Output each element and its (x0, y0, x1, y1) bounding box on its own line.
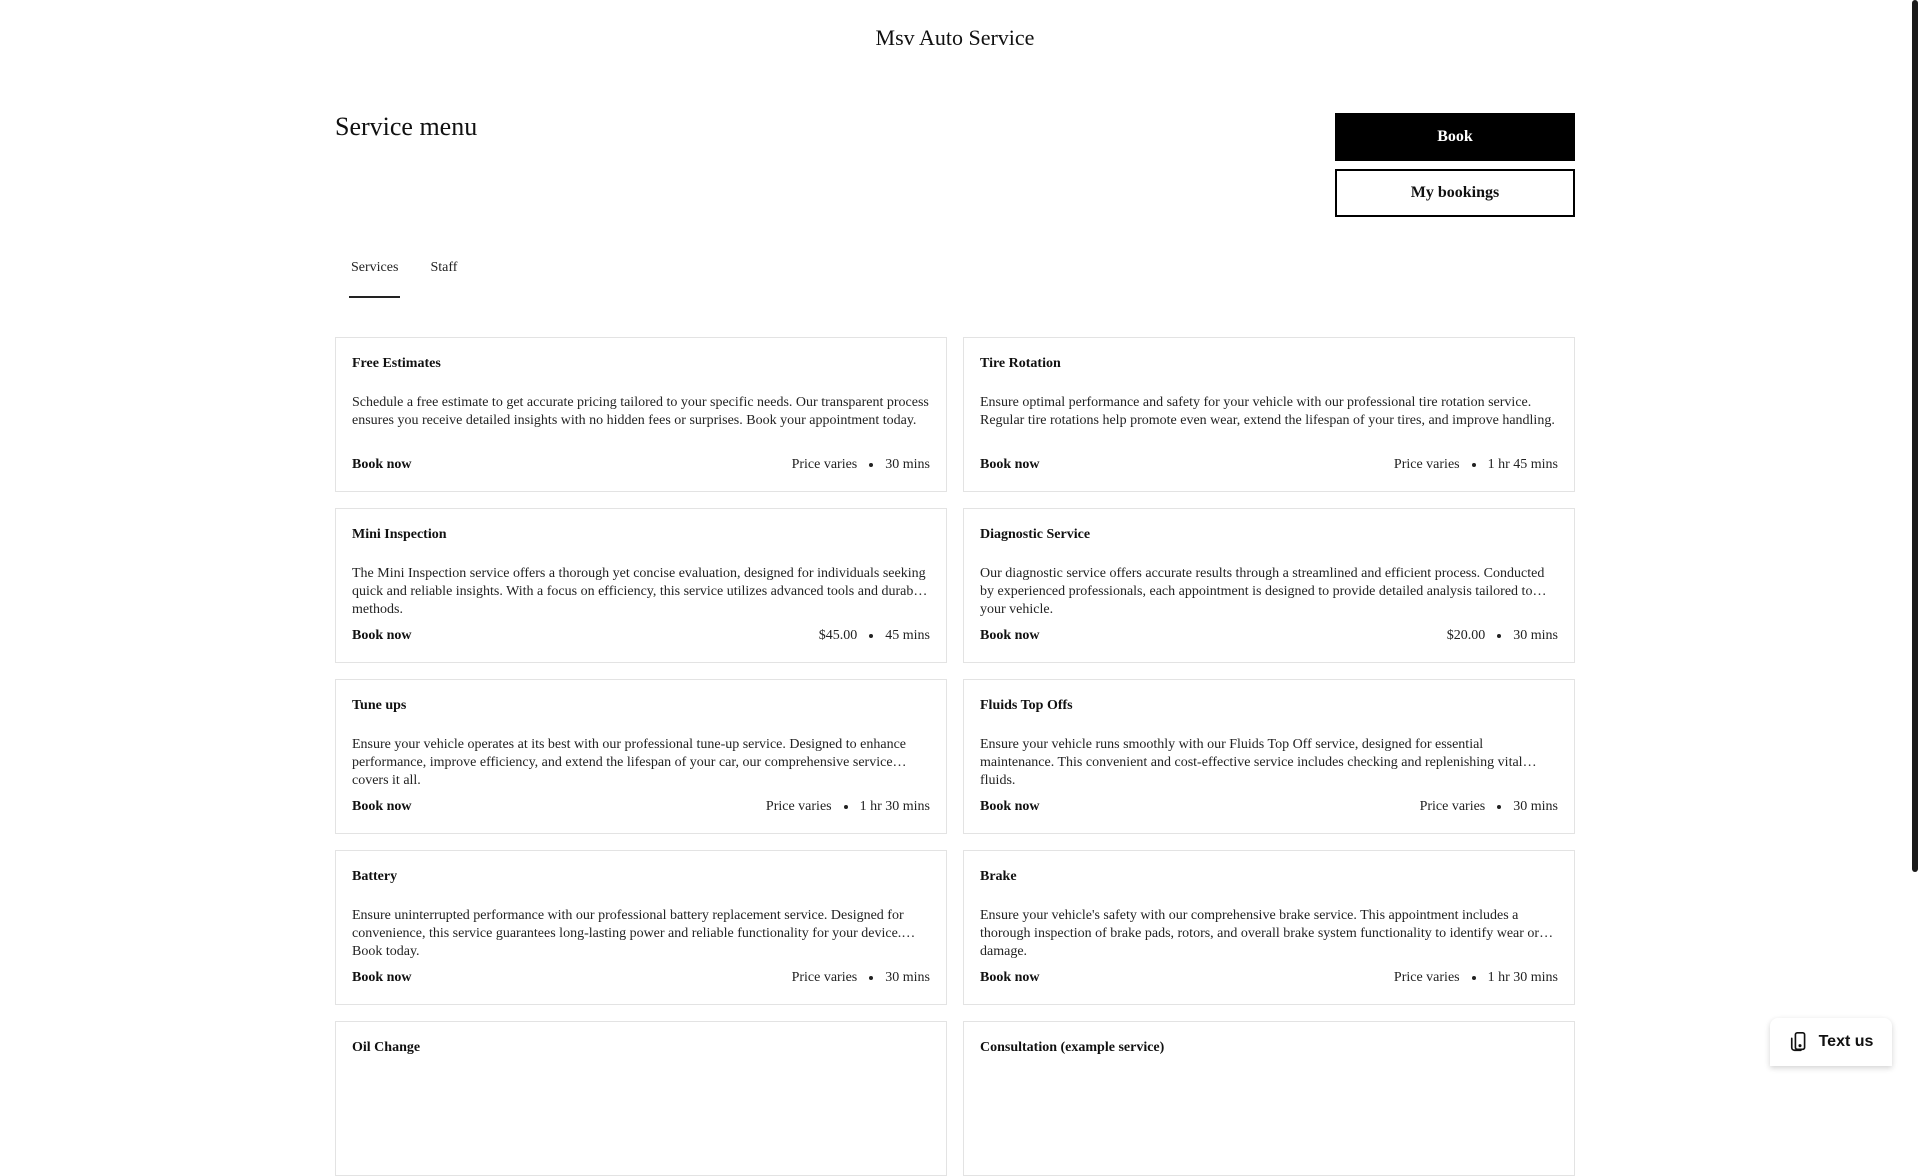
site-title: Msv Auto Service (875, 25, 1035, 50)
separator-dot (844, 805, 848, 809)
service-name: Tune ups (352, 698, 407, 713)
service-name: Diagnostic Service (980, 527, 1091, 542)
service-duration: 30 mins (885, 457, 930, 472)
book-now-link[interactable]: Book now (980, 457, 1040, 472)
service-duration: 30 mins (1513, 799, 1558, 814)
service-meta (1394, 970, 1558, 986)
service-footer (352, 799, 930, 815)
service-card[interactable] (963, 850, 1575, 1005)
separator-dot (869, 976, 873, 980)
service-meta (792, 457, 930, 473)
service-description: Ensure your vehicle runs smoothly with our Fluids Top Off service, designed for essential maintenance. This convenient and cost-effective service includes checking and replenishing vital fluids. (980, 737, 1523, 788)
main-container (335, 0, 1575, 1080)
page-scrollbar[interactable] (1912, 0, 1918, 872)
service-price: Price varies (791, 457, 858, 472)
text-us-label: Text us (1818, 1033, 1874, 1050)
service-grid (335, 337, 1575, 1176)
service-duration: 1 hr 45 mins (1487, 457, 1558, 472)
page-title: Service menu (335, 112, 478, 141)
service-duration: 1 hr 30 mins (859, 799, 930, 814)
service-description: The Mini Inspection service offers a thorough yet concise evaluation, designed for individuals seeking quick and reliable insights. With a focus on efficiency, this service utilizes advanced tools and durable methods. (352, 566, 926, 617)
service-footer (980, 457, 1558, 473)
separator-dot (1497, 634, 1501, 638)
service-card[interactable] (963, 1021, 1575, 1176)
service-name: Brake (980, 869, 1017, 884)
tab-services[interactable]: Services (349, 252, 400, 298)
my-bookings-button[interactable]: My bookings (1335, 169, 1575, 217)
service-duration: 30 mins (885, 970, 930, 985)
service-card[interactable] (335, 679, 947, 834)
book-now-link[interactable]: Book now (352, 628, 412, 643)
separator-dot (869, 463, 873, 467)
book-now-link[interactable]: Book now (352, 970, 412, 985)
service-name: Battery (352, 869, 398, 884)
separator-dot (1472, 976, 1476, 980)
service-price: $45.00 (818, 628, 858, 643)
service-duration: 30 mins (1513, 628, 1558, 643)
service-footer (352, 970, 930, 986)
chat-phone-icon (1789, 1031, 1811, 1053)
service-footer (980, 970, 1558, 986)
service-description: Schedule a free estimate to get accurate pricing tailored to your specific needs. Our transparent process ensures you receive detailed insights with no hidden fees or surprises. Book your appointment today. (352, 395, 929, 428)
service-duration: 45 mins (885, 628, 930, 643)
service-price: Price varies (1419, 799, 1486, 814)
service-card[interactable] (963, 679, 1575, 834)
service-name: Free Estimates (352, 356, 441, 371)
service-name: Mini Inspection (352, 527, 447, 542)
service-card[interactable] (335, 1021, 947, 1176)
service-meta (1447, 628, 1558, 644)
service-price: $20.00 (1446, 628, 1486, 643)
service-description: Our diagnostic service offers accurate results through a streamlined and efficient process. Conducted by experienced professionals, each appointment is designed to provide detailed analysis tailored to your vehicle. (980, 566, 1545, 617)
service-card[interactable] (335, 508, 947, 663)
service-meta (1394, 457, 1558, 473)
service-meta (819, 628, 930, 644)
service-footer (980, 799, 1558, 815)
service-description: Ensure optimal performance and safety for your vehicle with our professional tire rotation service. Regular tire rotations help promote even wear, extend the lifespan of your tires, and improve handling. (980, 395, 1555, 428)
service-description: Ensure uninterrupted performance with our professional battery replacement service. Designed for convenience, this service guarantees long-lasting power and reliable functionality for your device. Book today. (352, 908, 904, 959)
service-meta (766, 799, 930, 815)
service-name: Oil Change (352, 1040, 421, 1055)
separator-dot (1472, 463, 1476, 467)
book-now-link[interactable]: Book now (980, 799, 1040, 814)
service-card[interactable] (335, 850, 947, 1005)
text-us-button[interactable] (1770, 1018, 1892, 1066)
service-description: Ensure your vehicle operates at its best with our professional tune-up service. Designed to enhance performance, improve efficiency, and extend the lifespan of your car, our comprehensive service covers it all. (352, 737, 906, 788)
service-price: Price varies (1393, 970, 1460, 985)
tab-staff[interactable]: Staff (430, 260, 458, 275)
service-card[interactable] (963, 508, 1575, 663)
book-now-link[interactable]: Book now (980, 628, 1040, 643)
book-button[interactable]: Book (1335, 113, 1575, 161)
service-meta (792, 970, 930, 986)
service-price: Price varies (765, 799, 832, 814)
book-now-link[interactable]: Book now (352, 799, 412, 814)
service-name: Consultation (example service) (980, 1040, 1165, 1055)
service-name: Fluids Top Offs (980, 698, 1073, 713)
separator-dot (1497, 805, 1501, 809)
book-now-link[interactable]: Book now (980, 970, 1040, 985)
separator-dot (869, 634, 873, 638)
service-price: Price varies (791, 970, 858, 985)
service-duration: 1 hr 30 mins (1487, 970, 1558, 985)
book-now-link[interactable]: Book now (352, 457, 412, 472)
service-footer (980, 628, 1558, 644)
service-price: Price varies (1393, 457, 1460, 472)
service-footer (352, 457, 930, 473)
service-card[interactable] (963, 337, 1575, 492)
service-meta (1420, 799, 1558, 815)
service-name: Tire Rotation (980, 356, 1061, 371)
tab-bar (349, 252, 487, 298)
service-card[interactable] (335, 337, 947, 492)
service-description: Ensure your vehicle's safety with our comprehensive brake service. This appointment includes a thorough inspection of brake pads, rotors, and overall brake system functionality to identify wear or damage. (980, 908, 1540, 959)
service-footer (352, 628, 930, 644)
